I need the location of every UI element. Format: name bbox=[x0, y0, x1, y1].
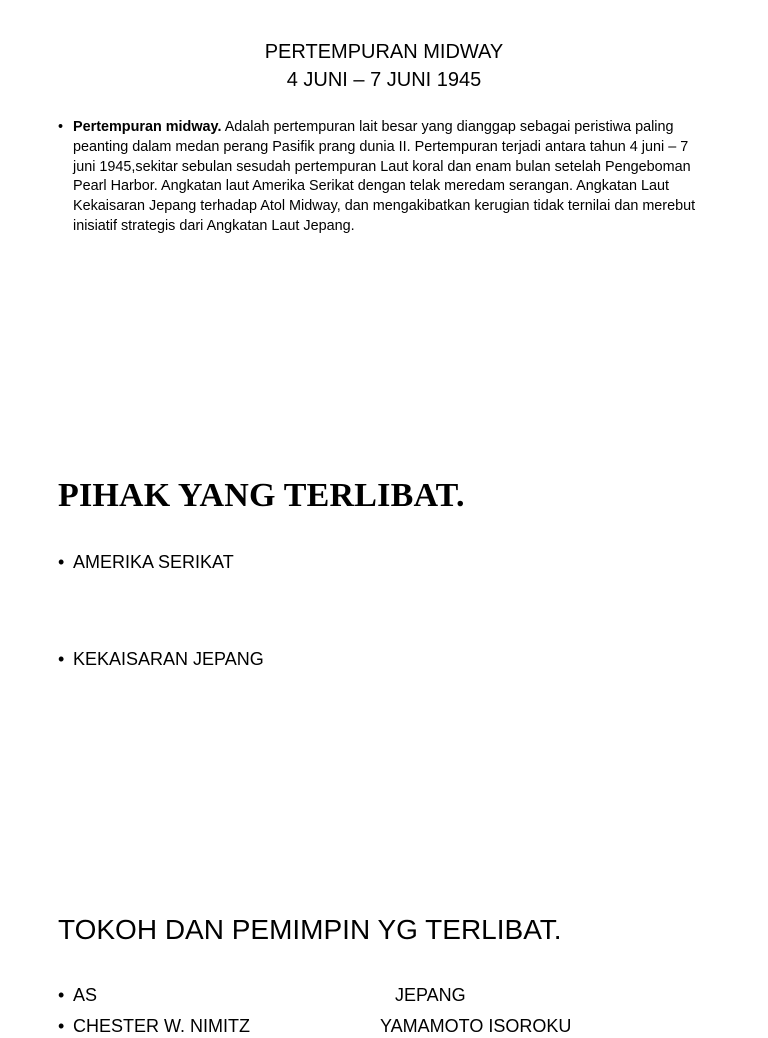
bullet-icon: • bbox=[58, 1016, 65, 1036]
list-item bbox=[58, 550, 234, 574]
slide-1-title bbox=[0, 38, 768, 94]
column-label-japan: JEPANG bbox=[395, 985, 466, 1005]
slide-2 bbox=[0, 440, 768, 880]
paragraph-text: Adalah pertempuran lait besar yang dianggap sebagai peristiwa paling peanting dalam medan perang Pasifik prang dunia II. Pertempuran terjadi antara tahun 4 juni – 7 juni 1945,sekitar sebulan sesudah pertempuran Laut koral dan enam bulan setelah Pengeboman Pearl Harbor. Angkatan laut Amerika Serikat dengan telak meredam serangan. Angkatan Laut Kekaisaran Jepang terhadap Atol Midway, dan mengakibatkan kerugian tidak ternilai dan merebut inisiatif strategis dari Angkatan Laut Jepang. bbox=[73, 119, 696, 234]
leader-us: CHESTER W. NIMITZ bbox=[73, 1016, 250, 1036]
list-item-label: KEKAISARAN JEPANG bbox=[73, 649, 264, 669]
leaders-heading: TOKOH DAN PEMIMPIN YG TERLIBAT. bbox=[58, 914, 562, 945]
bullet-icon: • bbox=[58, 552, 65, 572]
bullet-icon: • bbox=[58, 119, 64, 135]
title-line-1: PERTEMPURAN MIDWAY bbox=[264, 41, 504, 63]
parties-heading: PIHAK YANG TERLIBAT. bbox=[58, 477, 465, 514]
bullet-icon: • bbox=[58, 985, 65, 1005]
list-item-label: AMERIKA SERIKAT bbox=[73, 552, 234, 572]
column-label-us: AS bbox=[73, 985, 98, 1005]
slide-3 bbox=[0, 880, 768, 1036]
bullet-icon: • bbox=[58, 649, 65, 669]
slide-1 bbox=[0, 0, 768, 440]
paragraph-bold-lead: Pertempuran midway. bbox=[73, 119, 222, 135]
title-line-2: 4 JUNI – 7 JUNI 1945 bbox=[286, 69, 482, 91]
leader-japan: YAMAMOTO ISOROKU bbox=[380, 1016, 572, 1036]
intro-paragraph bbox=[58, 118, 708, 237]
list-item bbox=[58, 1014, 250, 1038]
list-item bbox=[58, 647, 264, 671]
list-item bbox=[58, 983, 97, 1007]
paragraph-body bbox=[73, 118, 708, 237]
